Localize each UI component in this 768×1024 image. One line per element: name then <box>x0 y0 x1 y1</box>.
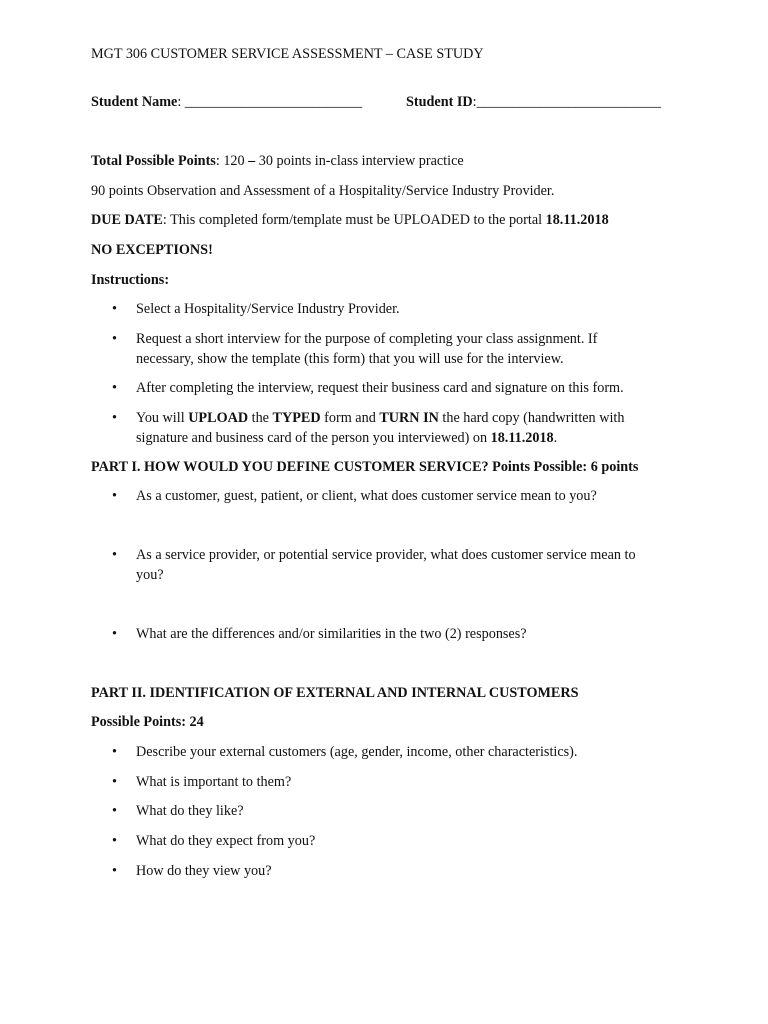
instruction-4-upload: UPLOAD <box>188 410 249 426</box>
total-points-detail: 30 points in-class interview practice <box>255 153 464 169</box>
instruction-4-line-1 <box>136 408 696 428</box>
bullet-icon: • <box>112 331 117 347</box>
instruction-4-date: 18.11.2018 <box>490 430 554 446</box>
bullet-icon: • <box>112 626 117 642</box>
part-1-heading: PART I. HOW WOULD YOU DEFINE CUSTOMER SERVICE? Points Possible: 6 points <box>91 459 639 475</box>
bullet-icon: • <box>112 863 117 879</box>
instruction-1: Select a Hospitality/Service Industry Provider. <box>136 301 400 317</box>
student-name-label: Student Name <box>91 94 178 110</box>
instruction-4-period: . <box>553 430 558 446</box>
student-name-line <box>91 92 362 112</box>
instructions-heading: Instructions: <box>91 272 170 288</box>
instruction-4-text-d: the hard copy (handwritten with <box>438 410 625 426</box>
instruction-2-line-2: necessary, show the template (this form) that you will use for the interview. <box>136 351 564 367</box>
no-exceptions-notice: NO EXCEPTIONS! <box>91 242 213 258</box>
document-title: MGT 306 CUSTOMER SERVICE ASSESSMENT – CASE STUDY <box>91 46 484 62</box>
due-date-text: : This completed form/template must be UPLOADED to the portal <box>162 212 546 228</box>
instruction-4-turn-in: TURN IN <box>379 410 439 426</box>
part-2-question-2: What is important to them? <box>136 774 292 790</box>
bullet-icon: • <box>112 774 117 790</box>
part-2-question-5: How do they view you? <box>136 863 272 879</box>
student-id-line <box>406 92 661 112</box>
instruction-2-line-1: Request a short interview for the purpose of completing your class assignment. If <box>136 331 598 347</box>
student-id-label: Student ID <box>406 94 473 110</box>
bullet-icon: • <box>112 833 117 849</box>
part-1-question-1: As a customer, guest, patient, or client, what does customer service mean to you? <box>136 488 597 504</box>
instruction-4-line-2 <box>136 428 696 448</box>
bullet-icon: • <box>112 488 117 504</box>
instruction-2 <box>136 329 696 369</box>
part-1-question-2-line-2: you? <box>136 567 164 583</box>
instruction-4-text-a: You will <box>136 410 189 426</box>
instruction-4-text-e: signature and business card of the person you interviewed) on <box>136 430 491 446</box>
bullet-icon: • <box>112 547 117 563</box>
part-1-question-3: What are the differences and/or similarities in the two (2) responses? <box>136 626 527 642</box>
instruction-4 <box>136 408 696 448</box>
instruction-4-typed: TYPED <box>272 410 321 426</box>
bullet-icon: • <box>112 410 117 426</box>
part-1-question-2 <box>136 545 696 585</box>
bullet-icon: • <box>112 744 117 760</box>
due-date-value: 18.11.2018 <box>545 212 609 228</box>
student-id-field[interactable]: :__________________________ <box>472 94 662 110</box>
student-name-field[interactable]: : _________________________ <box>177 94 363 110</box>
instruction-3: After completing the interview, request their business card and signature on this form. <box>136 380 624 396</box>
part-1-question-2-line-1: As a service provider, or potential service provider, what does customer service mean to <box>136 547 636 563</box>
total-points-label: Total Possible Points <box>91 153 216 169</box>
due-date-line <box>91 210 609 230</box>
part-2-question-3: What do they like? <box>136 803 244 819</box>
part-2-points: Possible Points: 24 <box>91 714 204 730</box>
bullet-icon: • <box>112 301 117 317</box>
part-2-question-1: Describe your external customers (age, gender, income, other characteristics). <box>136 744 578 760</box>
bullet-icon: • <box>112 380 117 396</box>
part-2-question-4: What do they expect from you? <box>136 833 316 849</box>
total-points-value: : 120 <box>215 153 249 169</box>
bullet-icon: • <box>112 803 117 819</box>
instruction-4-text-b: the <box>248 410 273 426</box>
due-date-label: DUE DATE <box>91 212 163 228</box>
total-points-dash: – <box>248 153 256 169</box>
instruction-4-text-c: form and <box>320 410 380 426</box>
part-2-heading: PART II. IDENTIFICATION OF EXTERNAL AND INTERNAL CUSTOMERS <box>91 685 579 701</box>
observation-points-line: 90 points Observation and Assessment of a Hospitality/Service Industry Provider. <box>91 183 555 199</box>
total-points-line <box>91 151 464 171</box>
